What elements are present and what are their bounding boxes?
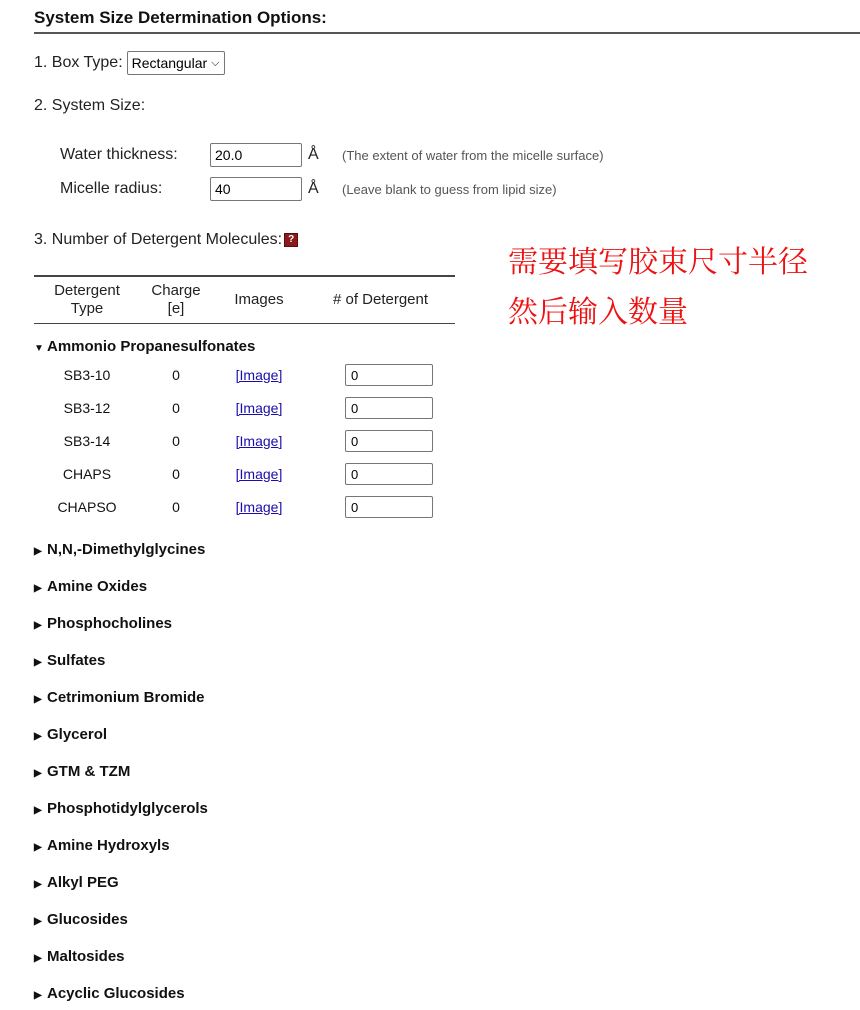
header-detergent-type: Detergent Type xyxy=(54,282,120,317)
detergent-type: CHAPSO xyxy=(57,499,117,515)
group-sulfates[interactable]: ▶ Sulfates xyxy=(34,652,106,669)
table-row xyxy=(34,461,455,487)
micelle-radius-label: Micelle radius: xyxy=(60,180,163,197)
group-glycerol[interactable]: ▶ Glycerol xyxy=(34,726,108,743)
header-number-of-detergent: # of Detergent xyxy=(332,291,429,308)
detergent-charge: 0 xyxy=(172,466,180,482)
annotation-line-1: 需要填写胶束尺寸半径 xyxy=(508,245,808,280)
group-ammonio-propanesulfonates[interactable] xyxy=(34,338,255,355)
annotation-line-2: 然后输入数量 xyxy=(508,295,688,330)
box-type-value: Rectangular xyxy=(131,55,208,71)
detergent-charge: 0 xyxy=(172,367,180,383)
group-glucosides[interactable]: ▶ Glucosides xyxy=(34,911,128,928)
water-thickness-row xyxy=(60,143,604,167)
triangle-right-icon: ▶ xyxy=(34,953,42,964)
group-amine-oxides[interactable]: ▶ Amine Oxides xyxy=(34,578,148,595)
group-phosphotidylglycerols[interactable]: ▶ Phosphotidylglycerols xyxy=(34,800,208,817)
image-link[interactable]: [Image] xyxy=(235,499,283,515)
triangle-right-icon: ▶ xyxy=(34,583,42,594)
triangle-right-icon: ▶ xyxy=(34,768,42,779)
water-thickness-label: Water thickness: xyxy=(60,146,178,163)
group-alkyl-peg[interactable]: ▶ Alkyl PEG xyxy=(34,874,119,891)
triangle-right-icon: ▶ xyxy=(34,916,42,927)
triangle-right-icon: ▶ xyxy=(34,620,42,631)
group-maltosides[interactable]: ▶ Maltosides xyxy=(34,948,125,965)
detergent-count-label: 3. Number of Detergent Molecules: xyxy=(34,231,283,248)
triangle-right-icon: ▶ xyxy=(34,694,42,705)
image-link[interactable]: [Image] xyxy=(235,400,283,416)
triangle-right-icon: ▶ xyxy=(34,657,42,668)
group-label: Ammonio Propanesulfonates xyxy=(47,338,256,355)
group-dimethylglycines[interactable]: ▶ N,N,-Dimethylglycines xyxy=(34,541,206,558)
help-icon[interactable]: ? xyxy=(284,233,298,247)
table-row xyxy=(34,362,455,388)
header-charge: Charge [e] xyxy=(151,282,201,317)
header-images: Images xyxy=(234,291,284,308)
triangle-right-icon: ▶ xyxy=(34,842,42,853)
angstrom-unit: Å xyxy=(308,180,319,197)
box-type-label: 1. Box Type: xyxy=(34,54,123,71)
water-thickness-input[interactable] xyxy=(210,143,302,167)
triangle-down-icon: ▼ xyxy=(34,343,44,354)
table-row xyxy=(34,428,455,454)
box-type-row xyxy=(34,51,225,75)
detergent-count-input[interactable] xyxy=(345,397,433,419)
detergent-type: SB3-12 xyxy=(63,400,111,416)
detergent-charge: 0 xyxy=(172,400,180,416)
detergent-count-input[interactable] xyxy=(345,364,433,386)
angstrom-unit: Å xyxy=(308,146,319,163)
detergent-count-row xyxy=(34,231,298,249)
group-gtm-tzm[interactable]: ▶ GTM & TZM xyxy=(34,763,131,780)
detergent-count-input[interactable] xyxy=(345,430,433,452)
detergent-table xyxy=(34,275,455,324)
detergent-charge: 0 xyxy=(172,433,180,449)
red-annotation xyxy=(508,238,808,338)
triangle-right-icon: ▶ xyxy=(34,546,42,557)
water-thickness-note: (The extent of water from the micelle surface) xyxy=(342,147,604,163)
group-cetrimonium-bromide[interactable]: ▶ Cetrimonium Bromide xyxy=(34,689,205,706)
section-heading: System Size Determination Options: xyxy=(34,7,860,34)
detergent-type: SB3-10 xyxy=(63,367,111,383)
box-type-select[interactable] xyxy=(127,51,225,75)
table-header xyxy=(34,275,455,324)
detergent-charge: 0 xyxy=(172,499,180,515)
group-phosphocholines[interactable]: ▶ Phosphocholines xyxy=(34,615,173,632)
micelle-radius-note: (Leave blank to guess from lipid size) xyxy=(342,181,557,197)
triangle-right-icon: ▶ xyxy=(34,731,42,742)
image-link[interactable]: [Image] xyxy=(235,466,283,482)
image-link[interactable]: [Image] xyxy=(235,367,283,383)
group-acyclic-glucosides[interactable]: ▶ Acyclic Glucosides xyxy=(34,985,185,1002)
detergent-type: SB3-14 xyxy=(63,433,111,449)
system-size-label: 2. System Size: xyxy=(34,97,146,114)
image-link[interactable]: [Image] xyxy=(235,433,283,449)
micelle-radius-row xyxy=(60,177,557,201)
triangle-right-icon: ▶ xyxy=(34,805,42,816)
group-amine-hydroxyls[interactable]: ▶ Amine Hydroxyls xyxy=(34,837,170,854)
detergent-count-input[interactable] xyxy=(345,463,433,485)
micelle-radius-input[interactable] xyxy=(210,177,302,201)
detergent-type: CHAPS xyxy=(62,466,112,482)
detergent-count-input[interactable] xyxy=(345,496,433,518)
triangle-right-icon: ▶ xyxy=(34,990,42,1001)
table-row xyxy=(34,494,455,520)
table-row xyxy=(34,395,455,421)
triangle-right-icon: ▶ xyxy=(34,879,42,890)
chevron-down-icon: ⌵ xyxy=(211,56,220,69)
